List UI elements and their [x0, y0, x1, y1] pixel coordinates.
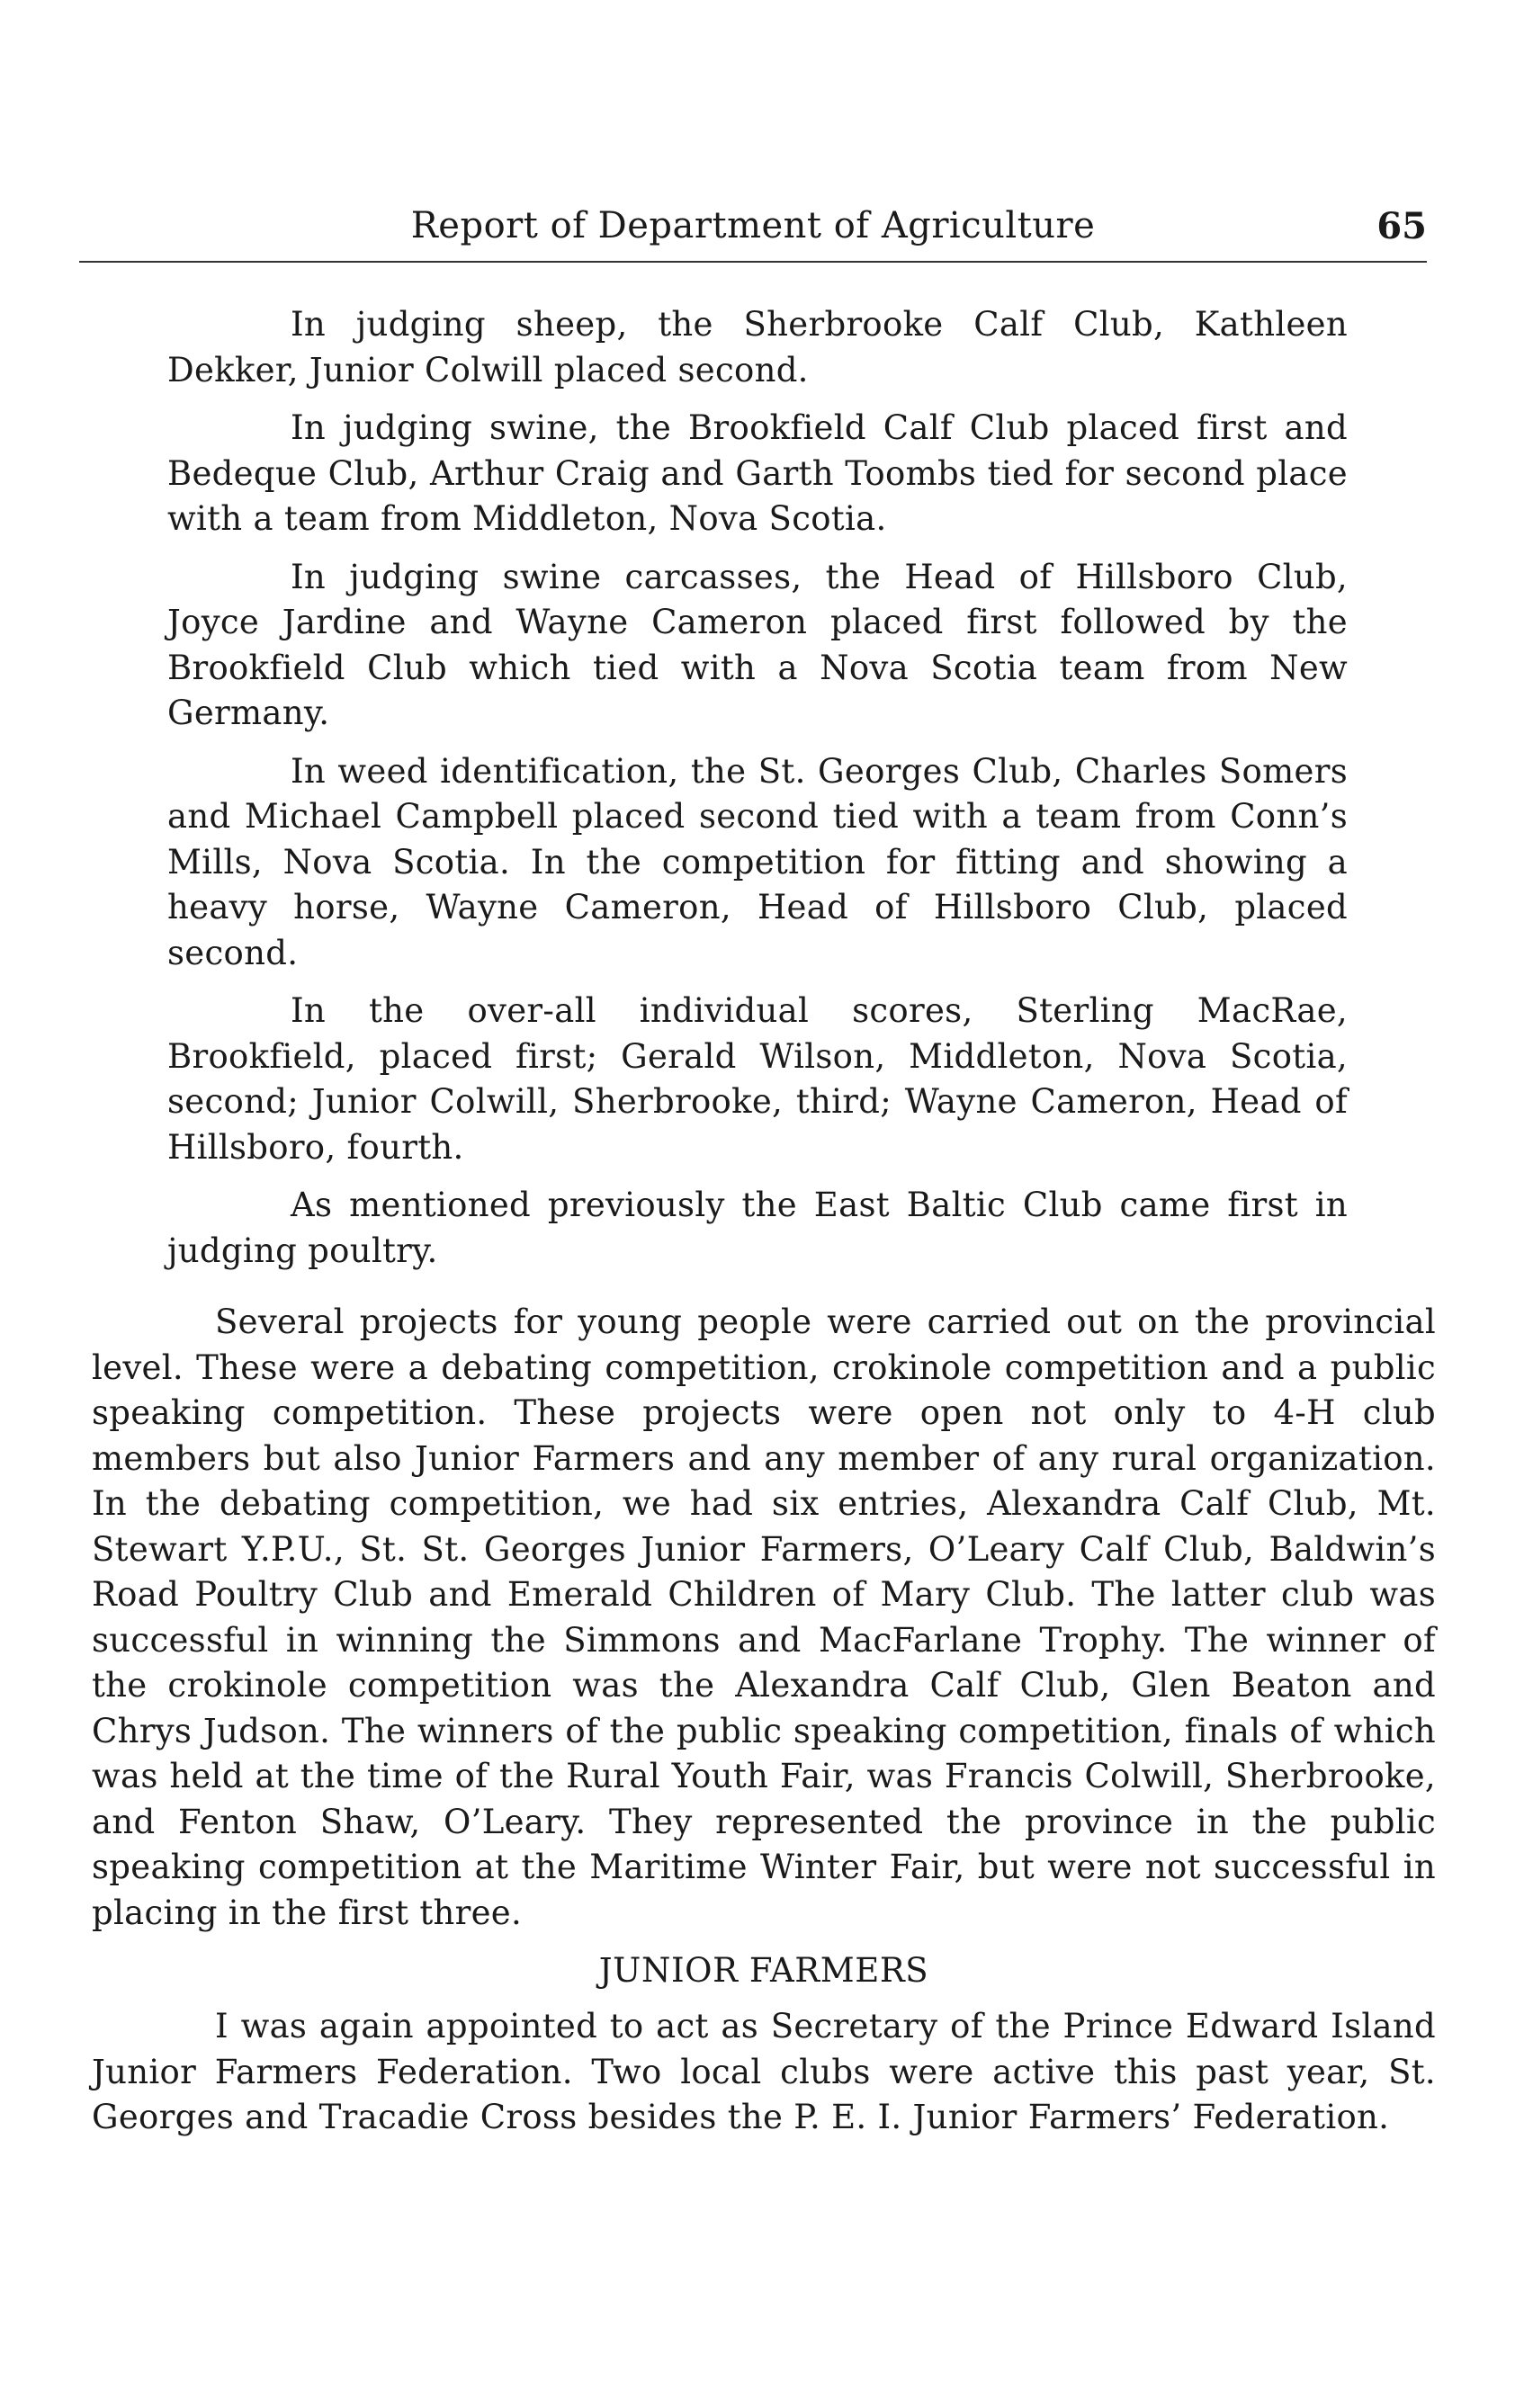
junior-farmers-paragraph: I was again appointed to act as Secretary of the Prince Edward Island Junior Farmers Federation. Two local clubs were active this past year, St. Georges and Tracadie Cross besides the P. E. I. Junior Farmers’ Federation.	[92, 2007, 1436, 2136]
main-text	[92, 1300, 1436, 2153]
section-heading-junior-farmers: JUNIOR FARMERS	[598, 1951, 929, 1990]
swine-carcass-paragraph: In judging swine carcasses, the Head of Hillsboro Club, Joyce Jardine and Wayne Cameron placed first followed by the Brookfield Club which tied with a Nova Scotia team from New Germany.	[167, 557, 1348, 732]
header-rule	[79, 261, 1427, 263]
individual-scores-paragraph: In the over-all individual scores, Sterling MacRae, Brookfield, placed first; Gerald Wilson, Middleton, Nova Scotia, second; Junior Colwill, Sherbrooke, third; Wayne Cameron, Head of Hillsboro, fourth.	[167, 991, 1348, 1167]
provincial-projects-paragraph: Several projects for young people were carried out on the provincial level. These were a debating competition, crokinole competition and a public speaking competition. These projects were open not only to 4-H club members but also Junior Farmers and any member of any rural organization. In the debating competition, we had six entries, Alexandra Calf Club, Mt. Stewart Y.P.U., St. St. Georges Junior Farmers, O’Leary Calf Club, Baldwin’s Road Poultry Club and Emerald Children of Mary Club. The latter club was successful in winning the Simmons and MacFarlane Trophy. The winner of the crokinole competition was the Alexandra Calf Club, Glen Beaton and Chrys Judson. The winners of the public speaking competition, finals of which was held at the time of the Rural Youth Fair, was Francis Colwill, Sherbrooke, and Fenton Shaw, O’Leary. They represented the province in the public speaking competition at the Maritime Winter Fair, but were not successful in placing in the first three.	[92, 1302, 1436, 1932]
page-header	[79, 198, 1427, 254]
running-title: Report of Department of Agriculture	[410, 205, 1096, 246]
page-number: 65	[1376, 205, 1427, 247]
swine-judging-paragraph: In judging swine, the Brookfield Calf Club placed first and Bedeque Club, Arthur Craig and Garth Toombs tied for second place with a team from Middleton, Nova Scotia.	[167, 408, 1348, 538]
weed-identification-paragraph: In weed identification, the St. Georges Club, Charles Somers and Michael Campbell placed second tied with a team from Conn’s Mills, Nova Scotia. In the competition for fitting and showing a heavy horse, Wayne Cameron, Head of Hillsboro Club, placed second.	[167, 751, 1348, 972]
poultry-judging-paragraph: As mentioned previously the East Baltic Club came first in judging poultry.	[167, 1186, 1348, 1270]
sheep-judging-paragraph: In judging sheep, the Sherbrooke Calf Club, Kathleen Dekker, Junior Colwill placed second.	[167, 305, 1348, 389]
competition-results	[167, 302, 1348, 1286]
